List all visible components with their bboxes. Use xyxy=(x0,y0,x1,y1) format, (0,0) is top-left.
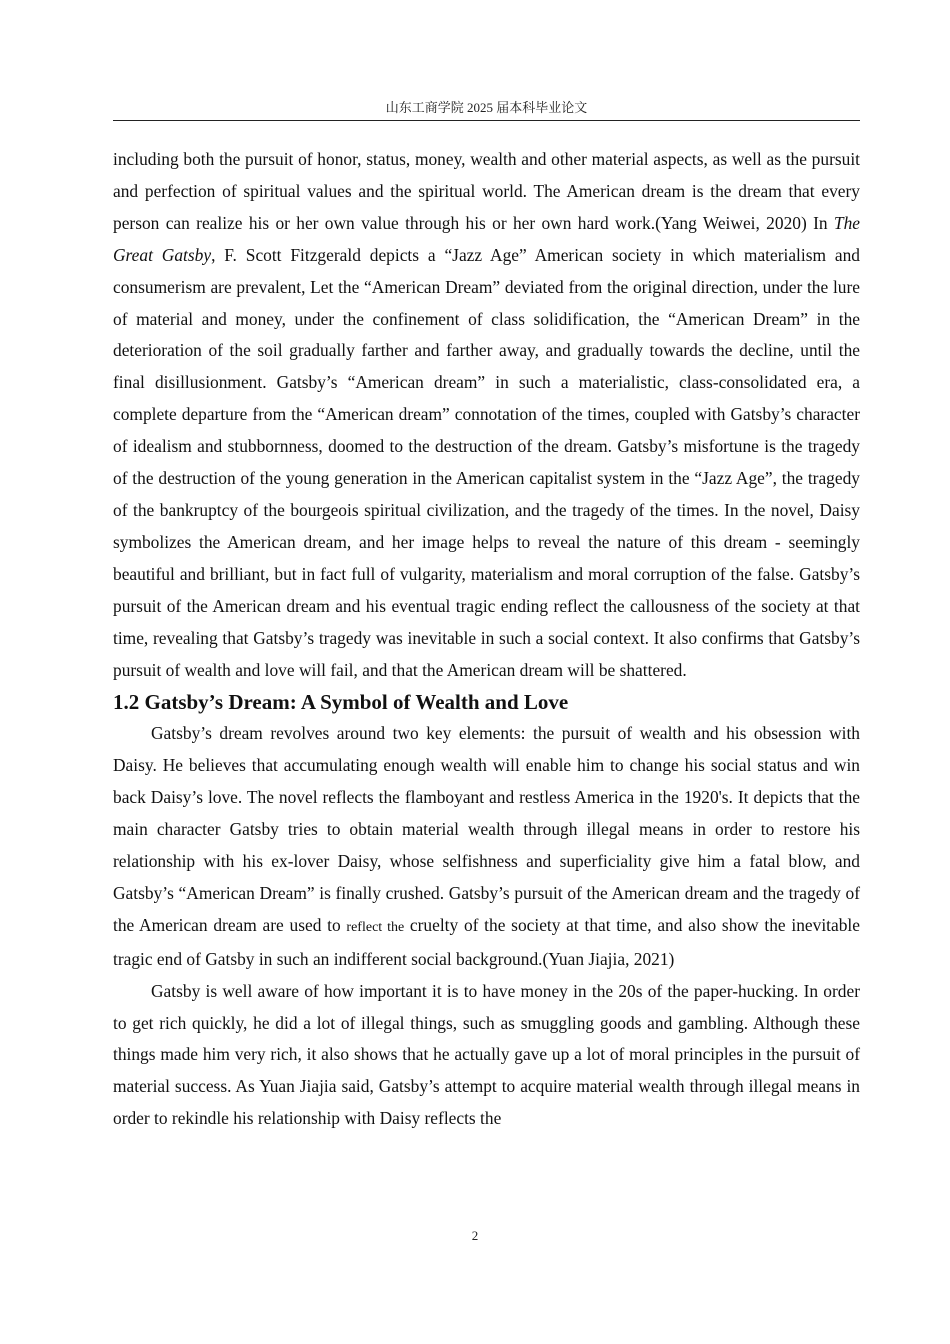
paragraph xyxy=(113,718,860,975)
paragraph: Gatsby is well aware of how important it is to have money in the 20s of the paper-hucking. In order to get rich quickly, he did a lot of illegal things, such as smuggling goods and gambling. Although these things made him very rich, it also shows that he actually gave up a lot of moral principles in the pursuit of material success. As Yuan Jiajia said, Gatsby’s attempt to acquire material wealth through illegal means in order to rekindle his relationship with Daisy reflects the xyxy=(113,980,860,1129)
paragraph-text: cruelty of the society at that time, and also show the inevitable tragic end of Gatsby in such an indifferent social background.(Yuan Jiajia, 2021) xyxy=(113,914,860,969)
paragraph-text-small: reflect the xyxy=(346,919,405,935)
paragraph-text: , F. Scott Fitzgerald depicts a “Jazz Age” American society in which materialism and consumerism are prevalent, Let the “American Dream” deviated from the original direction, under the lure of material and money, under the confinement of class solidification, the “American Dream” in the deterioration of the soil gradually farther and farther away, and gradually towards the decline, until the final disillusionment. Gatsby’s “American dream” in such a materialistic, class-consolidated era, a complete departure from the “American dream” connotation of the times, coupled with Gatsby’s character of idealism and stubbornness, doomed to the destruction of the dream. Gatsby’s misfortune is the tragedy of the destruction of the young generation in the American capitalist system in the “Jazz Age”, the tragedy of the bankruptcy of the bourgeois spiritual civilization, and the tragedy of the times. In the novel, Daisy symbolizes the American dream, and her image helps to reveal the nature of this dream - seemingly beautiful and brilliant, but in fact full of vulgarity, materialism and moral corruption of the false. Gatsby’s pursuit of the American dream and his eventual tragic ending reflect the callousness of the society at that time, revealing that Gatsby’s tragedy was inevitable in such a social context. It also confirms that Gatsby’s pursuit of wealth and love will fail, and that the American dream will be shattered. xyxy=(113,244,860,680)
page-number: 2 xyxy=(471,1228,479,1243)
paragraph-text: Gatsby’s dream revolves around two key elements: the pursuit of wealth and his obsession with Daisy. He believes that accumulating enough wealth will enable him to change his social status and win back Daisy’s love. The novel reflects the flamboyant and restless America in the 1920's. It depicts that the main character Gatsby tries to obtain material wealth through illegal means in order to restore his relationship with his ex-lover Daisy, whose selfishness and superficiality give him a fatal blow, and Gatsby’s “American Dream” is finally crushed. Gatsby’s pursuit of the American dream and the tragedy of the American dream are used to xyxy=(113,723,860,935)
body-text xyxy=(113,144,860,1135)
section-heading: 1.2 Gatsby’s Dream: A Symbol of Wealth and Love xyxy=(113,690,569,715)
paragraph-text: including both the pursuit of honor, status, money, wealth and other material aspects, as well as the pursuit and perfection of spiritual values and the spiritual world. The American dream is the dream that every person can realize his or her own value through his or her own hard work.(Yang Weiwei, 2020) In xyxy=(113,149,860,233)
paragraph-continued xyxy=(113,144,860,686)
running-header: 山东工商学院 2025 届本科毕业论文 xyxy=(385,100,588,115)
header-divider xyxy=(113,120,860,121)
book-title: The Great Gatsby xyxy=(113,212,860,265)
